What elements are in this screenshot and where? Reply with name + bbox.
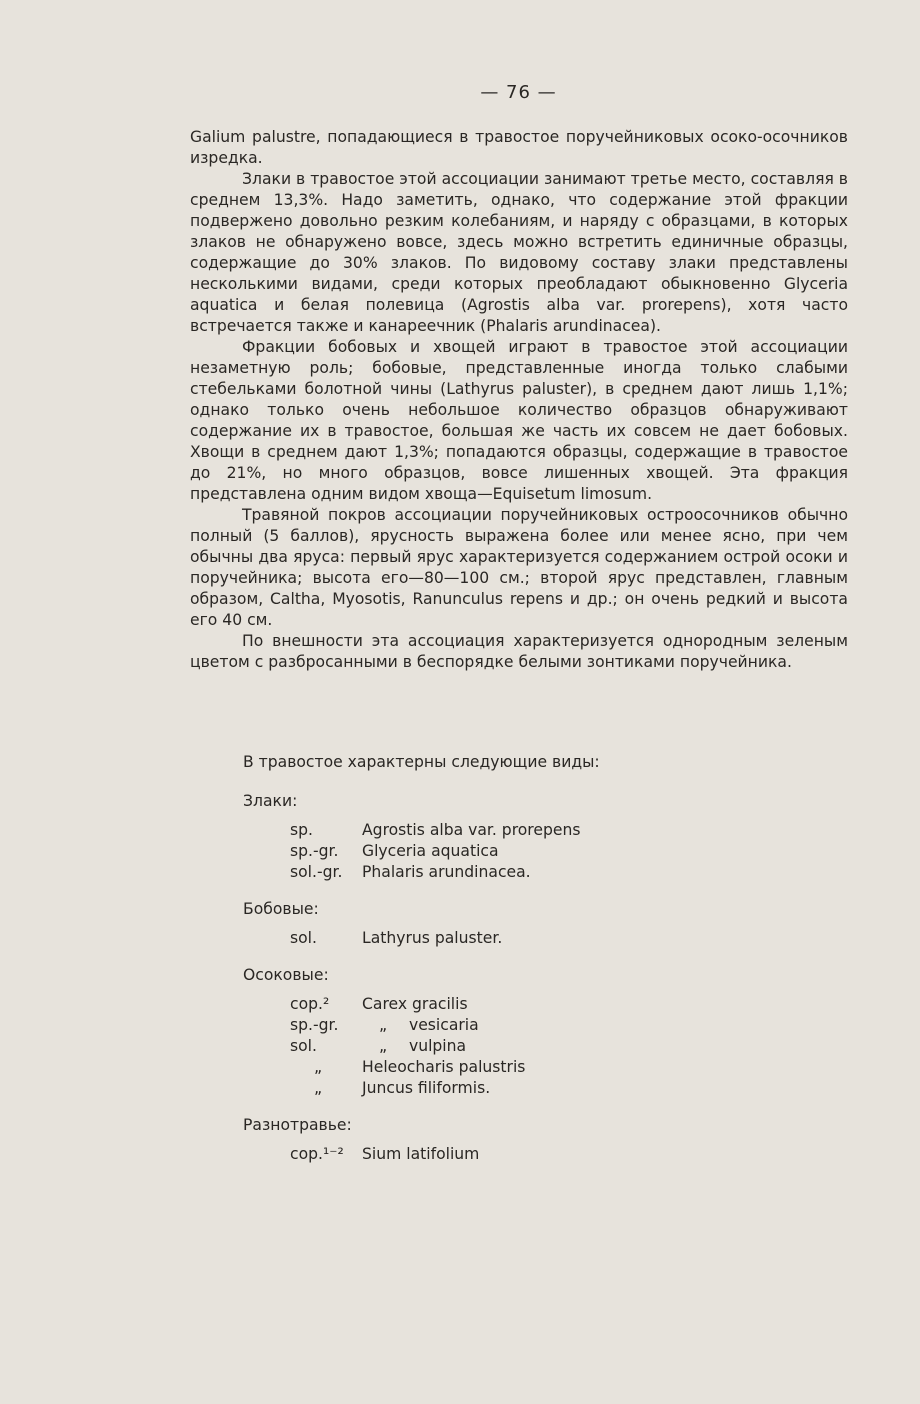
abundance: sp.-gr. <box>290 1016 339 1034</box>
species-name: Sium latifolium <box>362 1145 480 1163</box>
species-name: Lathyrus paluster. <box>362 929 503 947</box>
species-row <box>290 820 600 841</box>
species-name: Heleocharis palustris <box>362 1058 526 1076</box>
group-title: Злаки: <box>243 792 298 810</box>
paragraph: По внешности эта ассоциация характеризуется однородным зеленым цветом с разбросанными в беспорядке белыми зонтиками поручейника. <box>190 632 848 671</box>
group-sedges <box>243 965 600 1099</box>
abundance: cop.¹⁻² <box>290 1145 344 1163</box>
body-text <box>190 127 848 673</box>
abundance: sp. <box>290 821 313 839</box>
abundance: sp.-gr. <box>290 842 339 860</box>
species-row <box>290 928 600 949</box>
abundance: „ <box>314 1079 323 1097</box>
page-number: — 76 — <box>480 82 557 103</box>
species-row <box>290 1078 600 1099</box>
species-row <box>290 1015 600 1036</box>
abundance: „ <box>314 1058 323 1076</box>
abundance: sol. <box>290 929 317 947</box>
species-row <box>290 994 600 1015</box>
paragraph: Травяной покров ассоциации поручейниковых остроосочников обычно полный (5 баллов), ярусность выражена более или менее ясно, при чем обычны два яруса: первый ярус характеризуется содержанием острой осоки и поручейника; высота его—80—100 см.; второй ярус представлен, главным образом, Caltha, Myosotis, Ranunculus repens и др.; он очень редкий и высота его 40 см. <box>190 506 848 629</box>
species-name <box>362 1015 479 1036</box>
species-name: Juncus filiformis. <box>362 1079 491 1097</box>
species-row <box>290 841 600 862</box>
group-title: Разнотравье: <box>243 1116 352 1134</box>
group-title: Бобовые: <box>243 900 319 918</box>
abundance: sol. <box>290 1037 317 1055</box>
species-name: Phalaris arundinacea. <box>362 863 531 881</box>
group-title: Осоковые: <box>243 966 329 984</box>
ditto-mark: „ <box>378 1016 388 1034</box>
species-epithet: vulpina <box>408 1037 467 1055</box>
species-name: Carex gracilis <box>362 995 468 1013</box>
group-legumes <box>243 899 600 949</box>
paragraph: Galium palustre, попадающиеся в травостое поручейниковых осоко-осочников изредка. <box>190 128 848 167</box>
abundance: cop.² <box>290 995 330 1013</box>
group-grasses <box>243 791 600 883</box>
species-row <box>290 862 600 883</box>
species-list <box>243 752 600 1181</box>
ditto-mark: „ <box>378 1037 388 1055</box>
species-epithet: vesicaria <box>408 1016 479 1034</box>
group-forbs <box>243 1115 600 1165</box>
species-name: Glyceria aquatica <box>362 842 499 860</box>
list-intro: В травостое характерны следующие виды: <box>243 753 600 771</box>
paragraph: Фракции бобовых и хвощей играют в травостое этой ассоциации незаметную роль; бобовые, представленные иногда только слабыми стебельками болотной чины (Lathyrus paluster), в среднем дают лишь 1,1%; однако только очень небольшое количество образцов обнаруживают содержание их в травостое, большая же часть их совсем не дает бобовых. Хвощи в среднем дают 1,3%; попадаются образцы, содержащие в травостое до 21%, но много образцов, вовсе лишенных хвощей. Эта фракция представлена одним видом хвоща—Equisetum limosum. <box>190 338 848 503</box>
species-name: Agrostis alba var. prorepens <box>362 821 581 839</box>
abundance: sol.-gr. <box>290 863 343 881</box>
paragraph: Злаки в травостое этой ассоциации занимают третье место, составляя в среднем 13,3%. Надо заметить, однако, что содержание этой фракции подвержено довольно резким колебаниям, и наряду с образцами, в которых злаков не обнаружено вовсе, здесь можно встретить единичные образцы, содержащие до 30% злаков. По видовому составу злаки представлены несколькими видами, среди которых преобладают обыкновенно Glyceria aquatica и белая полевица (Agrostis alba var. prorepens), хотя часто встречается также и канареечник (Phalaris arundinacea). <box>190 170 848 335</box>
species-row <box>290 1144 600 1165</box>
species-name <box>362 1036 466 1057</box>
species-row <box>290 1057 600 1078</box>
species-row <box>290 1036 600 1057</box>
